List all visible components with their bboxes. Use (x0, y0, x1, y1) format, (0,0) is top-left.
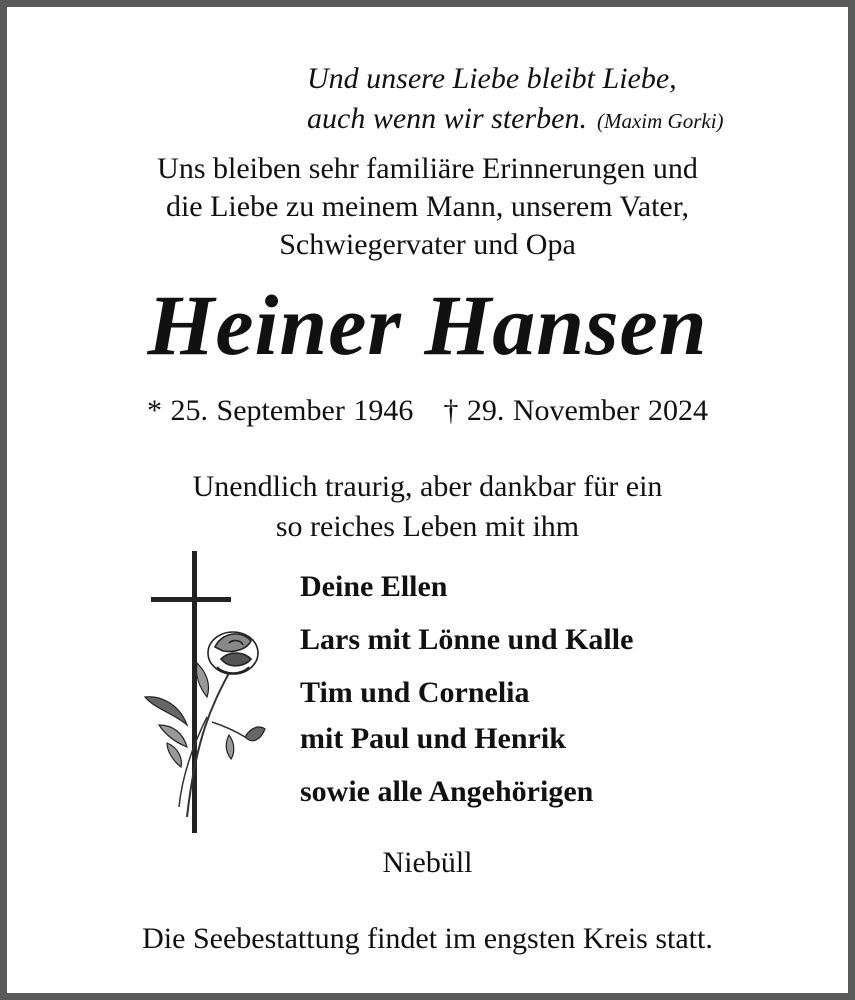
family-line-5: sowie alle Angehörigen (300, 775, 594, 808)
deceased-name: Heiner Hansen (147, 277, 708, 373)
quote-line-2 (307, 99, 724, 141)
cross-vertical-beam (192, 551, 197, 833)
thanks-line-2: so reiches Leben mit ihm (275, 510, 580, 543)
cross-horizontal-beam (151, 597, 231, 602)
quote (307, 59, 724, 141)
intro-line-2: die Liebe zu meinem Mann, unserem Vater, (165, 190, 690, 223)
family-line-4: mit Paul und Henrik (300, 722, 566, 755)
intro-line-3: Schwiegervater und Opa (279, 228, 576, 261)
thanks-line-1: Unendlich traurig, aber dankbar für ein (192, 470, 663, 503)
quote-line-1: Und unsere Liebe bleibt Liebe, (307, 62, 677, 95)
family-line-1: Deine Ellen (300, 570, 448, 603)
birth-date: * 25. September 1946 (147, 394, 414, 427)
cross-with-rose-icon (137, 547, 267, 837)
quote-author: (Maxim Gorki) (596, 109, 724, 133)
rose-icon (208, 632, 258, 674)
place: Niebüll (382, 846, 473, 879)
thanks-text (7, 467, 848, 547)
family-line-3: Tim und Cornelia (300, 676, 530, 709)
intro-line-1: Uns bleiben sehr familiäre Erinnerungen und (157, 152, 698, 185)
intro-text (7, 150, 848, 264)
family-line-2: Lars mit Lönne und Kalle (300, 623, 634, 656)
quote-line-2-text: auch wenn wir sterben. (307, 102, 587, 135)
closing-note: Die Seebestattung findet im engsten Kreis statt. (142, 922, 713, 955)
life-dates (7, 391, 848, 431)
death-date: † 29. November 2024 (443, 394, 708, 427)
